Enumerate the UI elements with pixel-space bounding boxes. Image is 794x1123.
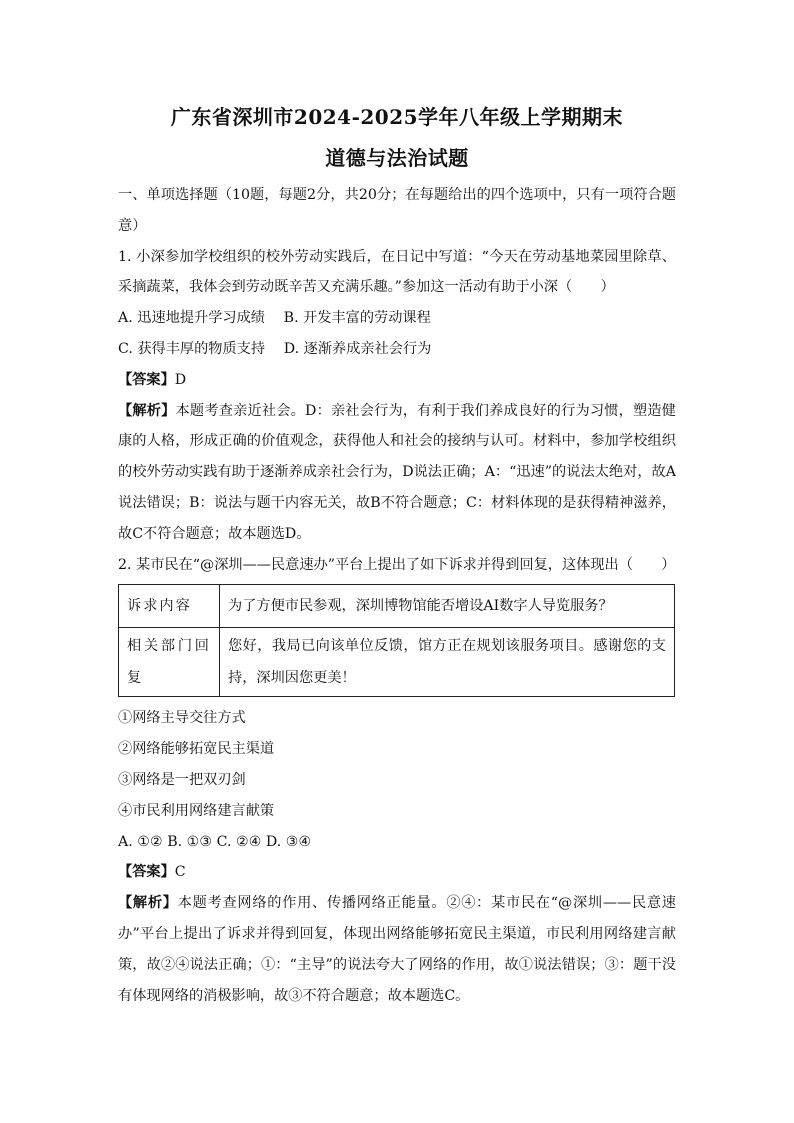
exam-title: 广东省深圳市2024-2025学年八年级上学期期末 [170, 105, 624, 129]
question-2-statement: ④市民利用网络建言献策 [118, 802, 275, 819]
question-2-table [118, 584, 675, 697]
question-2-statement: ②网络能够拓宽民主渠道 [118, 741, 275, 758]
exam-subtitle: 道德与法治试题 [325, 146, 469, 170]
answer-label: 【答案】 [118, 371, 175, 388]
table-cell-value: 您好，我局已向该单位反馈，馆方正在规划该服务项目。感谢您的支持，深圳因您更美！ [220, 628, 675, 697]
question-1-options-cd: C. 获得丰厚的物质支持 D. 逐渐养成亲社会行为 [118, 340, 432, 357]
table-cell-label: 诉求内容 [119, 585, 220, 628]
analysis-text: 本题考查网络的作用、传播网络正能量。②④：某市民在“@深圳——民意速办”平台上提出了诉求并得到回复，体现出网络能够拓宽民主渠道，市民利用网络建言献策，故②④说法正确；①：“主导”的说法夸大了网络的作用，故①说法错误；③：题干没有体现网络的消极影响，故③不符合题意；故本题选C。 [118, 895, 676, 1004]
analysis-text: 本题考查亲近社会。D：亲社会行为，有利于我们养成良好的行为习惯，塑造健康的人格，形成正确的价值观念，获得他人和社会的接纳与认可。材料中，参加学校组织的校外劳动实践有助于逐渐养成亲社会行为，D说法正确；A：“迅速”的说法太绝对，故A说法错误；B：说法与题干内容无关，故B不符合题意；C：材料体现的是获得精神滋养，故C不符合题意；故本题选D。 [118, 402, 676, 542]
question-1-analysis [118, 396, 676, 550]
table-row [119, 628, 675, 697]
question-2-answer [118, 857, 676, 888]
question-1-options-ab: A. 迅速地提升学习成绩 B. 开发丰富的劳动课程 [118, 310, 431, 327]
question-2-statement: ①网络主导交往方式 [118, 710, 246, 727]
section-heading: 一、单项选择题（10题，每题2分，共20分；在每题给出的四个选项中，只有一项符合题意） [118, 187, 676, 234]
question-1-answer [118, 365, 676, 396]
table-row [119, 585, 675, 628]
answer-value: C [174, 864, 186, 881]
exam-body [118, 180, 676, 1011]
analysis-label: 【解析】 [118, 402, 176, 419]
table-cell-label: 相关部门回复 [119, 628, 220, 697]
question-2-statement: ③网络是一把双刃剑 [118, 771, 246, 788]
analysis-label: 【解析】 [118, 895, 178, 912]
answer-value: D [174, 371, 187, 388]
question-2-analysis [118, 888, 676, 1011]
question-2-options: A. ①② B. ①③ C. ②④ D. ③④ [118, 833, 312, 850]
question-2-stem: 2. 某市民在“@深圳——民意速办”平台上提出了如下诉求并得到回复，这体现出（ ） [118, 556, 676, 573]
table-cell-value: 为了方便市民参观，深圳博物馆能否增设AI数字人导览服务？ [220, 585, 675, 628]
question-1-stem: 1. 小深参加学校组织的校外劳动实践后，在日记中写道：“今天在劳动基地菜园里除草、采摘蔬菜，我体会到劳动既辛苦又充满乐趣。”参加这一活动有助于小深（ ） [118, 248, 676, 296]
answer-label: 【答案】 [118, 864, 175, 881]
